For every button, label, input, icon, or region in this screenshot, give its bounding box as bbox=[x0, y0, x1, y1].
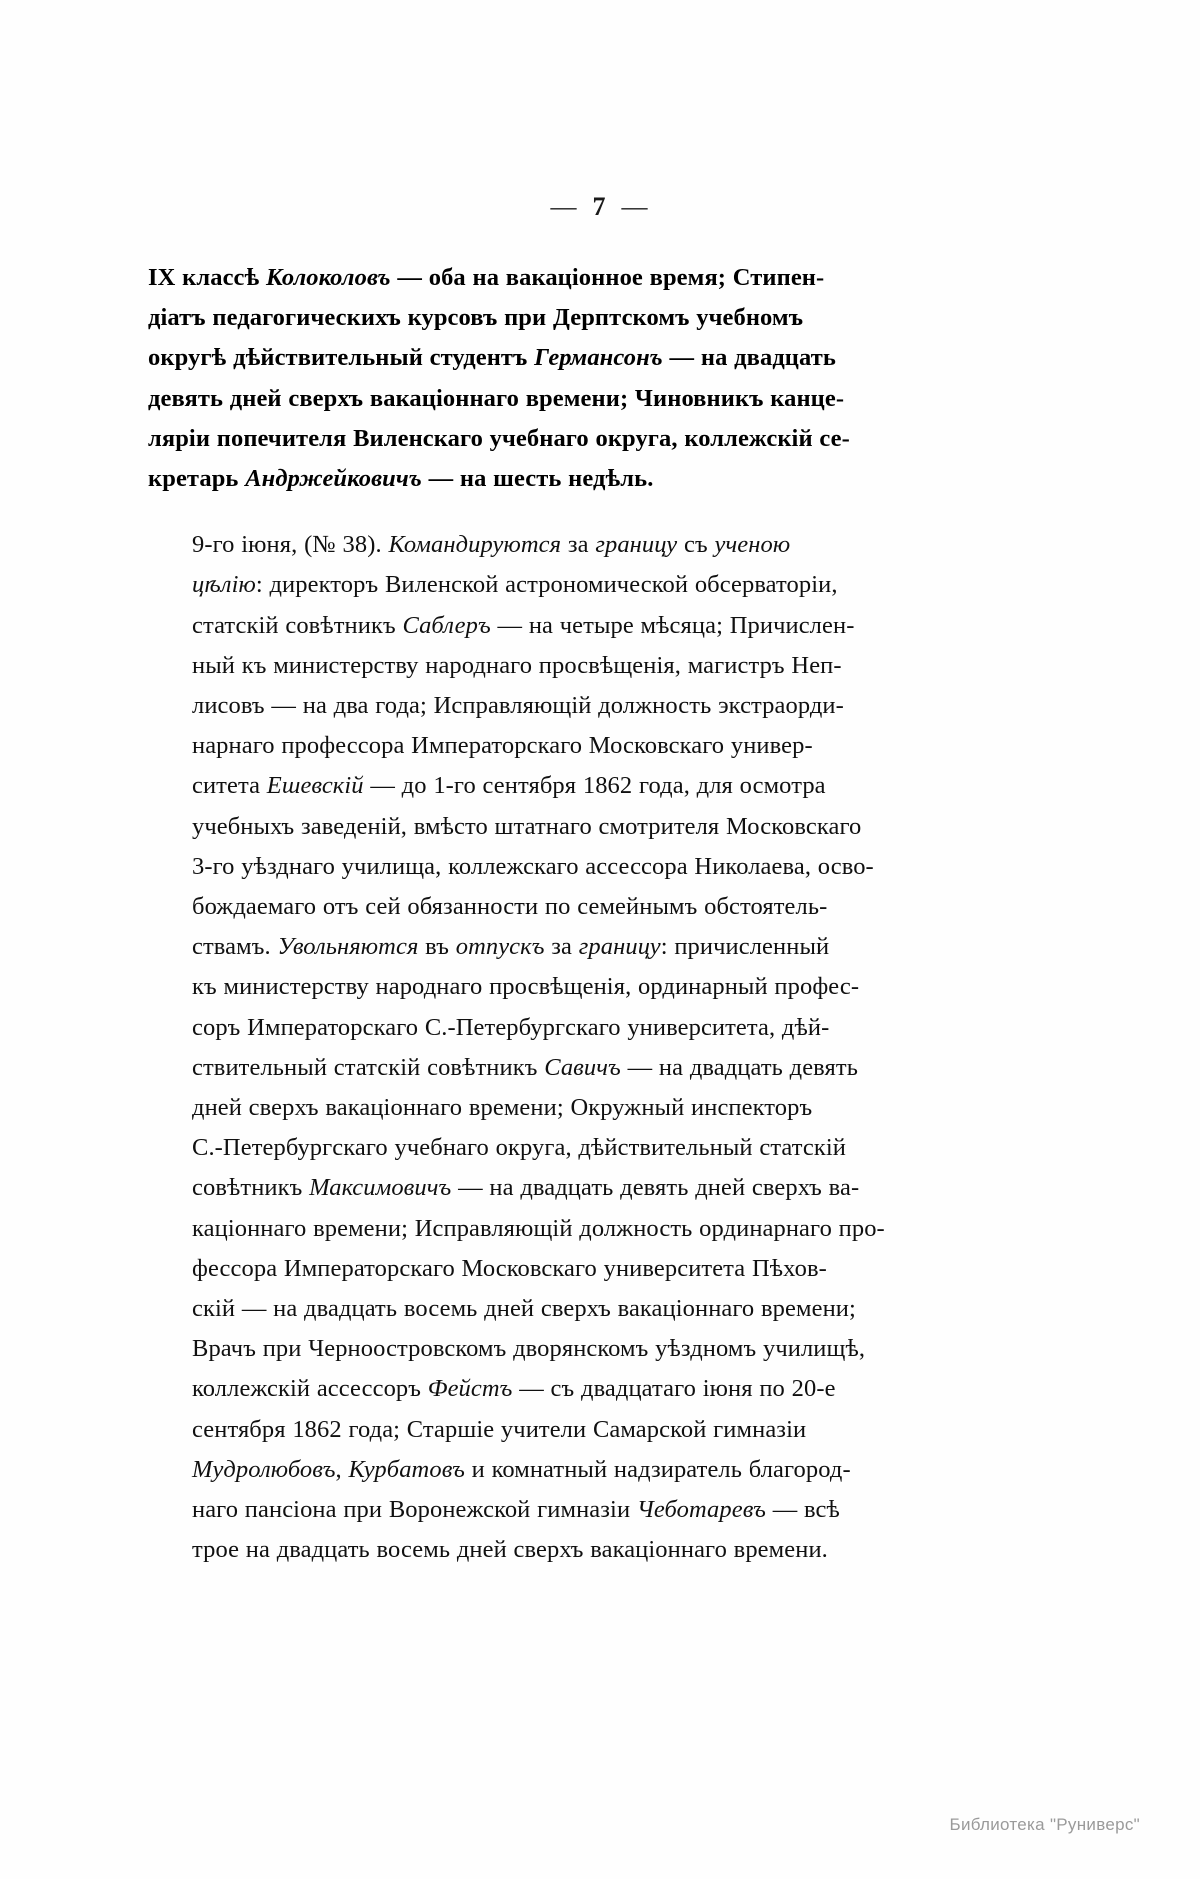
text-line: округѣ дѣйствительный студентъ Германсонъ — на двадцать bbox=[148, 344, 836, 372]
text-line: кретарь Андржейковичъ — на шесть недѣль. bbox=[148, 465, 654, 493]
text-line: Мудролюбовъ, Курбатовъ и комнатный надзиратель благород- bbox=[192, 1455, 851, 1483]
text-line: бождаемаго отъ сей обязанности по семейнымъ обстоятель- bbox=[192, 893, 828, 921]
text-line: нарнаго профессора Императорскаго Московскаго универ- bbox=[192, 732, 813, 760]
text-line: діатъ педагогическихъ курсовъ при Дерптскомъ учебномъ bbox=[148, 304, 804, 332]
text-line: коллежскій ассессоръ Фейстъ — съ двадцатаго іюня по 20-е bbox=[192, 1375, 836, 1403]
text-line: скій — на двадцать восемь дней сверхъ вакаціоннаго времени; bbox=[192, 1295, 856, 1323]
text-line: каціоннаго времени; Исправляющій должность ординарнаго про- bbox=[192, 1214, 885, 1242]
header-dash-left: — bbox=[550, 192, 579, 221]
text-line: лисовъ — на два года; Исправляющій должность экстраорди- bbox=[192, 692, 844, 720]
page-body bbox=[148, 258, 1064, 1571]
text-line: статскій совѣтникъ Саблеръ — на четыре мѣсяца; Причислен- bbox=[192, 611, 855, 639]
text-line: ный къ министерству народнаго просвѣщенія, магистръ Неп- bbox=[192, 651, 842, 679]
text-line: ствительный статскій совѣтникъ Савичъ — на двадцать девять bbox=[192, 1053, 858, 1081]
text-line: цѣлію: директоръ Виленской астрономической обсерваторіи, bbox=[192, 571, 838, 599]
page-header bbox=[0, 192, 1200, 222]
text-line: девять дней сверхъ вакаціоннаго времени; Чиновникъ канце- bbox=[148, 384, 845, 412]
text-line: Врачъ при Черноостровскомъ дворянскомъ уѣздномъ училищѣ, bbox=[192, 1335, 866, 1363]
text-line: дней сверхъ вакаціоннаго времени; Окружный инспекторъ bbox=[192, 1094, 813, 1122]
text-line: фессора Императорскаго Московскаго университета Пѣхов- bbox=[192, 1254, 827, 1282]
paragraph-1 bbox=[148, 258, 1064, 499]
text-line: ляріи попечителя Виленскаго учебнаго округа, коллежскій се- bbox=[148, 424, 850, 452]
library-watermark: Библиотека "Руниверс" bbox=[949, 1815, 1140, 1834]
page-number: 7 bbox=[592, 192, 608, 221]
text-line: 9-го іюня, (№ 38). Командируются за границу съ ученою bbox=[192, 531, 791, 559]
paragraph-2 bbox=[148, 525, 1064, 1570]
text-line: учебныхъ заведеній, вмѣсто штатнаго смотрителя Московскаго bbox=[192, 812, 862, 840]
text-line: ствамъ. Увольняются въ отпускъ за границу: причисленный bbox=[192, 933, 830, 961]
text-line: соръ Императорскаго С.-Петербургскаго университета, дѣй- bbox=[192, 1013, 830, 1041]
text-line: наго пансіона при Воронежской гимназіи Чеботаревъ — всѣ bbox=[192, 1496, 840, 1524]
text-line: къ министерству народнаго просвѣщенія, ординарный профес- bbox=[192, 973, 860, 1001]
text-line: С.-Петербургскаго учебнаго округа, дѣйствительный статскій bbox=[192, 1134, 846, 1162]
text-line: трое на двадцать восемь дней сверхъ вакаціоннаго времени. bbox=[192, 1536, 828, 1564]
text-line: ситета Ешевскій — до 1-го сентября 1862 года, для осмотра bbox=[192, 772, 826, 800]
text-line: IX классѣ Колоколовъ — оба на вакаціонное время; Стипен- bbox=[148, 264, 825, 291]
text-line: 3-го уѣзднаго училища, коллежскаго ассессора Николаева, осво- bbox=[192, 852, 874, 880]
text-line: сентября 1862 года; Старшіе учители Самарской гимназіи bbox=[192, 1415, 807, 1443]
header-dash-right: — bbox=[621, 192, 650, 221]
text-line: совѣтникъ Максимовичъ — на двадцать девять дней сверхъ ва- bbox=[192, 1174, 860, 1202]
